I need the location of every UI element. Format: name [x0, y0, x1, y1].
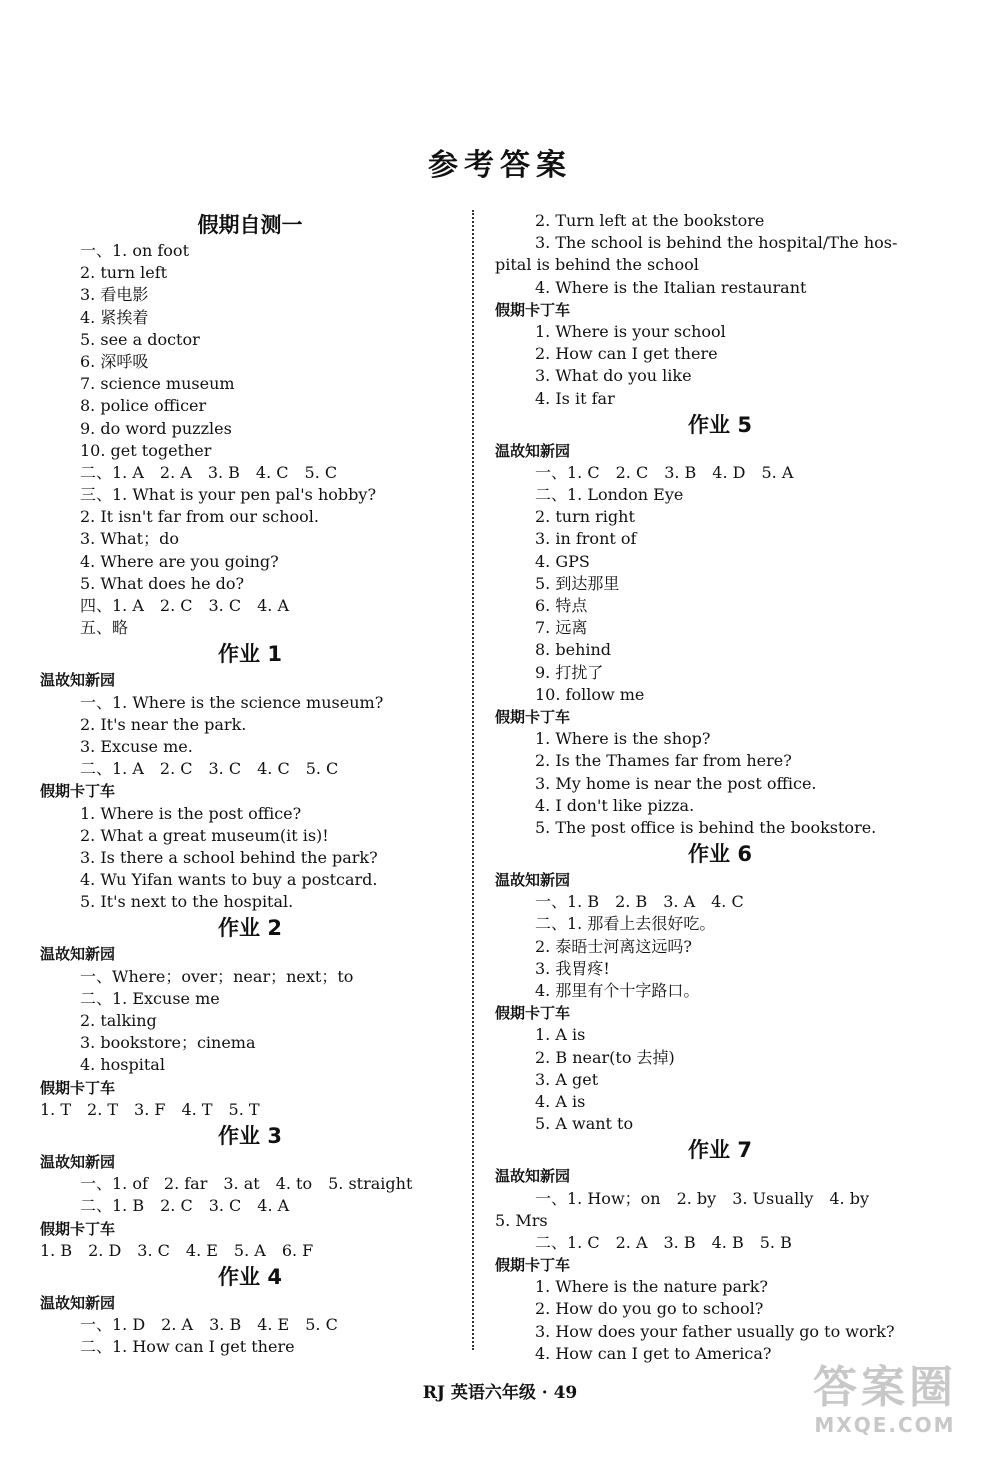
section-title: 作业 7 — [688, 1138, 752, 1163]
answer-line: 2. What a great museum(it is)! — [80, 825, 329, 845]
answer-line: 4. 紧挨着 — [80, 307, 149, 327]
answer-line: 10. get together — [80, 440, 212, 460]
answer-line: 二、1. Excuse me — [80, 988, 220, 1008]
answer-line: 3. 我胃疼! — [535, 958, 610, 978]
answer-line: 5. What does he do? — [80, 573, 245, 593]
answer-line: 6. 深呼吸 — [80, 351, 149, 371]
answer-line: 10. follow me — [535, 684, 645, 704]
subsection-label: 假期卡丁车 — [40, 782, 116, 801]
answer-line: 4. Is it far — [535, 388, 615, 408]
answer-line: 1. Where is the shop? — [535, 729, 711, 749]
answer-line: 1. T 2. T 3. F 4. T 5. T — [40, 1099, 260, 1119]
subsection-label: 温故知新园 — [495, 871, 571, 890]
answer-line: 1. Where is your school — [535, 321, 726, 341]
subsection-label: 温故知新园 — [40, 1293, 116, 1312]
answer-column-left — [40, 210, 460, 1358]
answer-line: 1. B 2. D 3. C 4. E 5. A 6. F — [40, 1240, 314, 1260]
answer-line: 二、1. B 2. C 3. C 4. A — [80, 1196, 290, 1216]
answer-line: 一、1. on foot — [80, 241, 189, 260]
answer-line: 四、1. A 2. C 3. C 4. A — [80, 596, 290, 615]
section-title: 假期自测一 — [197, 213, 303, 237]
answer-line: 一、1. D 2. A 3. B 4. E 5. C — [80, 1315, 338, 1335]
watermark-text: 答案圈 — [813, 1362, 957, 1413]
answer-line: 5. 到达那里 — [535, 573, 620, 593]
answer-line: 7. 远离 — [535, 618, 588, 638]
answer-line: 一、Where；over；near；next；to — [80, 966, 354, 986]
answer-line: pital is behind the school — [495, 255, 699, 275]
watermark-logo — [790, 1362, 980, 1442]
answer-line: 5. Mrs — [495, 1210, 548, 1230]
answer-line: 4. GPS — [535, 551, 590, 571]
answer-line: 4. Wu Yifan wants to buy a postcard. — [80, 870, 378, 890]
answer-line: 5. A want to — [535, 1114, 634, 1134]
answer-line: 3. How does your father usually go to work? — [535, 1321, 895, 1341]
answer-line: 一、1. C 2. C 3. B 4. D 5. A — [535, 462, 794, 482]
answer-line: 2. How do you go to school? — [535, 1299, 764, 1319]
answer-line: 二、1. A 2. A 3. B 4. C 5. C — [80, 462, 338, 482]
answer-line: 2. 泰晤士河离这远吗? — [535, 936, 692, 956]
answer-line: 9. do word puzzles — [80, 418, 232, 438]
answer-line: 3. What；do — [80, 529, 179, 549]
subsection-label: 温故知新园 — [40, 1152, 116, 1171]
answer-line: 一、1. of 2. far 3. at 4. to 5. straight — [80, 1174, 413, 1194]
column-divider — [472, 210, 474, 1350]
watermark-url: MXQE.COM — [814, 1413, 956, 1437]
answer-line: 4. hospital — [80, 1055, 165, 1075]
answer-line: 1. A is — [535, 1025, 586, 1045]
answer-line: 4. A is — [535, 1091, 586, 1111]
answer-line: 4. How can I get to America? — [535, 1343, 772, 1363]
answer-line: 2. Turn left at the bookstore — [535, 211, 765, 230]
answer-line: 1. Where is the nature park? — [535, 1277, 768, 1297]
answer-line: 二、1. London Eye — [535, 485, 684, 505]
section-title: 作业 1 — [218, 642, 282, 667]
answer-line: 3. A get — [535, 1069, 599, 1089]
answer-line: 4. I don't like pizza. — [535, 795, 695, 815]
subsection-label: 假期卡丁车 — [495, 707, 571, 726]
answer-line: 3. Excuse me. — [80, 736, 193, 756]
answer-line: 3. My home is near the post office. — [535, 773, 817, 793]
answer-line: 4. Where are you going? — [80, 551, 279, 571]
answer-line: 2. talking — [80, 1011, 157, 1030]
subsection-label: 假期卡丁车 — [495, 1256, 571, 1275]
answer-line: 一、1. B 2. B 3. A 4. C — [535, 892, 744, 912]
answer-line: 5. The post office is behind the bookstore. — [535, 817, 877, 837]
page-title: 参考答案 — [428, 148, 572, 183]
subsection-label: 假期卡丁车 — [495, 300, 571, 319]
subsection-label: 温故知新园 — [495, 1167, 571, 1186]
answer-line: 一、1. Where is the science museum? — [80, 692, 384, 712]
answer-line: 2. Is the Thames far from here? — [535, 751, 792, 771]
answer-line: 三、1. What is your pen pal's hobby? — [80, 485, 377, 505]
answer-line: 二、1. How can I get there — [80, 1337, 295, 1357]
answer-line: 2. B near(to 去掉) — [535, 1047, 675, 1067]
answer-line: 二、1. 那看上去很好吃。 — [535, 914, 716, 934]
subsection-label: 温故知新园 — [40, 945, 116, 964]
answer-line: 5. It's next to the hospital. — [80, 892, 294, 912]
section-title: 作业 5 — [688, 412, 752, 437]
answer-line: 3. What do you like — [535, 366, 692, 386]
answer-line: 2. It's near the park. — [80, 714, 247, 734]
answer-line: 2. It isn't far from our school. — [80, 507, 320, 527]
answer-line: 2. How can I get there — [535, 344, 718, 364]
answer-line: 3. The school is behind the hospital/The hos- — [535, 233, 898, 253]
answer-line: 一、1. How；on 2. by 3. Usually 4. by — [535, 1188, 870, 1208]
answer-line: 8. behind — [535, 640, 612, 660]
subsection-label: 温故知新园 — [40, 671, 116, 690]
section-title: 作业 6 — [688, 842, 752, 867]
answer-line: 3. bookstore；cinema — [80, 1033, 256, 1053]
answer-line: 6. 特点 — [535, 596, 588, 615]
answer-line: 8. police officer — [80, 396, 207, 416]
subsection-label: 假期卡丁车 — [40, 1219, 116, 1238]
answer-column-right — [495, 210, 945, 1365]
answer-line: 五、略 — [80, 618, 129, 638]
answer-line: 2. turn left — [80, 263, 168, 283]
subsection-label: 假期卡丁车 — [40, 1078, 116, 1097]
answer-line: 2. turn right — [535, 507, 635, 527]
answer-line: 9. 打扰了 — [535, 662, 604, 682]
answer-line: 5. see a doctor — [80, 329, 200, 349]
section-title: 作业 3 — [218, 1123, 282, 1148]
answer-line: 3. in front of — [535, 529, 637, 549]
section-title: 作业 2 — [218, 916, 282, 941]
answer-line: 4. 那里有个十字路口。 — [535, 981, 700, 1000]
answer-line: 3. 看电影 — [80, 285, 149, 305]
section-title: 作业 4 — [218, 1264, 282, 1289]
answer-line: 二、1. A 2. C 3. C 4. C 5. C — [80, 759, 339, 779]
answer-line: 3. Is there a school behind the park? — [80, 847, 378, 867]
subsection-label: 温故知新园 — [495, 441, 571, 460]
answer-line: 1. Where is the post office? — [80, 803, 302, 823]
answer-line: 二、1. C 2. A 3. B 4. B 5. B — [535, 1232, 792, 1252]
page-footer: RJ 英语六年级 · 49 — [422, 1383, 578, 1403]
subsection-label: 假期卡丁车 — [495, 1004, 571, 1023]
answer-line: 7. science museum — [80, 374, 235, 394]
answer-line: 4. Where is the Italian restaurant — [535, 277, 807, 297]
